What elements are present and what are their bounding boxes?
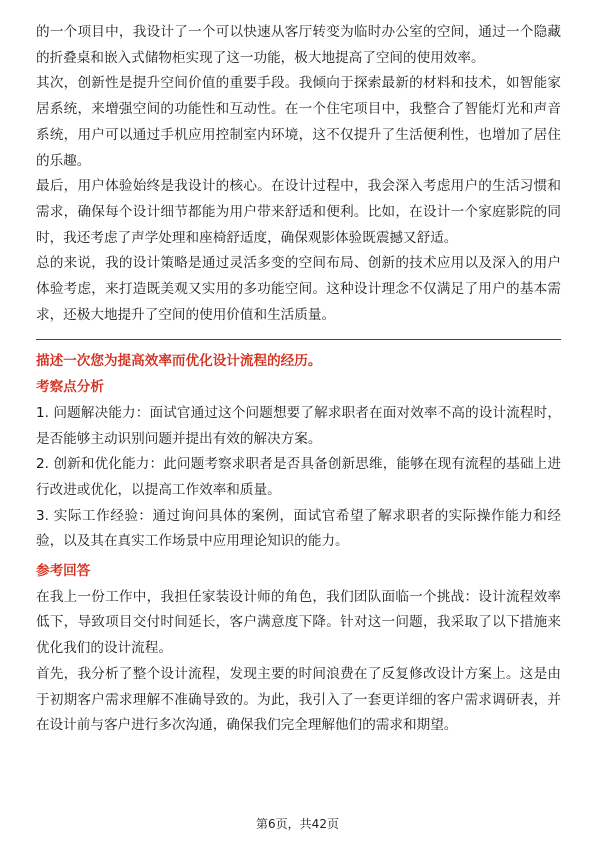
- analysis-item: 1. 问题解决能力：面试官通过这个问题想要了解求职者在面对效率不高的设计流程时，是否能够主动识别问题并提出有效的解决方案。: [36, 404, 561, 447]
- analysis-item: 2. 创新和优化能力：此问题考察求职者是否具备创新思维，能够在现有流程的基础上进行改进或优化，以提高工作效率和质量。: [36, 456, 561, 498]
- analysis-heading: 考察点分析: [36, 379, 104, 396]
- answer-paragraph: 在我上一份工作中，我担任家装设计师的角色，我们团队面临一个挑战：设计流程效率低下，导致项目交付时间延长，客户满意度下降。针对这一问题，我采取了以下措施来优化我们的设计流程。: [36, 588, 561, 657]
- body-paragraph: 总的来说，我的设计策略是通过灵活多变的空间布局、创新的技术应用以及深入的用户体验考虑，来打造既美观又实用的多功能空间。这种设计理念不仅满足了用户的基本需求，还极大地提升了空间的使用价值和生活质量。: [36, 255, 561, 323]
- analysis-item: 3. 实际工作经验：通过询问具体的案例，面试官希望了解求职者的实际操作能力和经验，以及其在真实工作场景中应用理论知识的能力。: [36, 507, 561, 550]
- page-content: [36, 20, 561, 739]
- answer-heading: 参考回答: [36, 563, 91, 580]
- body-paragraph: 的一个项目中，我设计了一个可以快速从客厅转变为临时办公室的空间，通过一个隐藏的折叠桌和嵌入式储物柜实现了这一功能，极大地提高了空间的使用效率。: [36, 24, 561, 66]
- answer-paragraph: 首先，我分析了整个设计流程，发现主要的时间浪费在了反复修改设计方案上。这是由于初期客户需求理解不准确导致的。为此，我引入了一套更详细的客户需求调研表，并在设计前与客户进行多次沟通，确保我们完全理解他们的需求和期望。: [36, 665, 561, 734]
- page-number-footer: 第6页，共42页: [256, 817, 339, 831]
- body-paragraph: 最后，用户体验始终是我设计的核心。在设计过程中，我会深入考虑用户的生活习惯和需求，确保每个设计细节都能为用户带来舒适和便利。比如，在设计一个家庭影院的同时，我还考虑了声学处理和座椅舒适度，确保观影体验既震撼又舒适。: [36, 178, 561, 246]
- question-heading: 描述一次您为提高效率而优化设计流程的经历。: [36, 353, 322, 370]
- body-paragraph: 其次，创新性是提升空间价值的重要手段。我倾向于探索最新的材料和技术，如智能家居系统，来增强空间的功能性和互动性。在一个住宅项目中，我整合了智能灯光和声音系统，用户可以通过手机应用控制室内环境，这不仅提升了生活便利性，也增加了居住的乐趣。: [36, 75, 561, 169]
- section-divider: [36, 339, 561, 340]
